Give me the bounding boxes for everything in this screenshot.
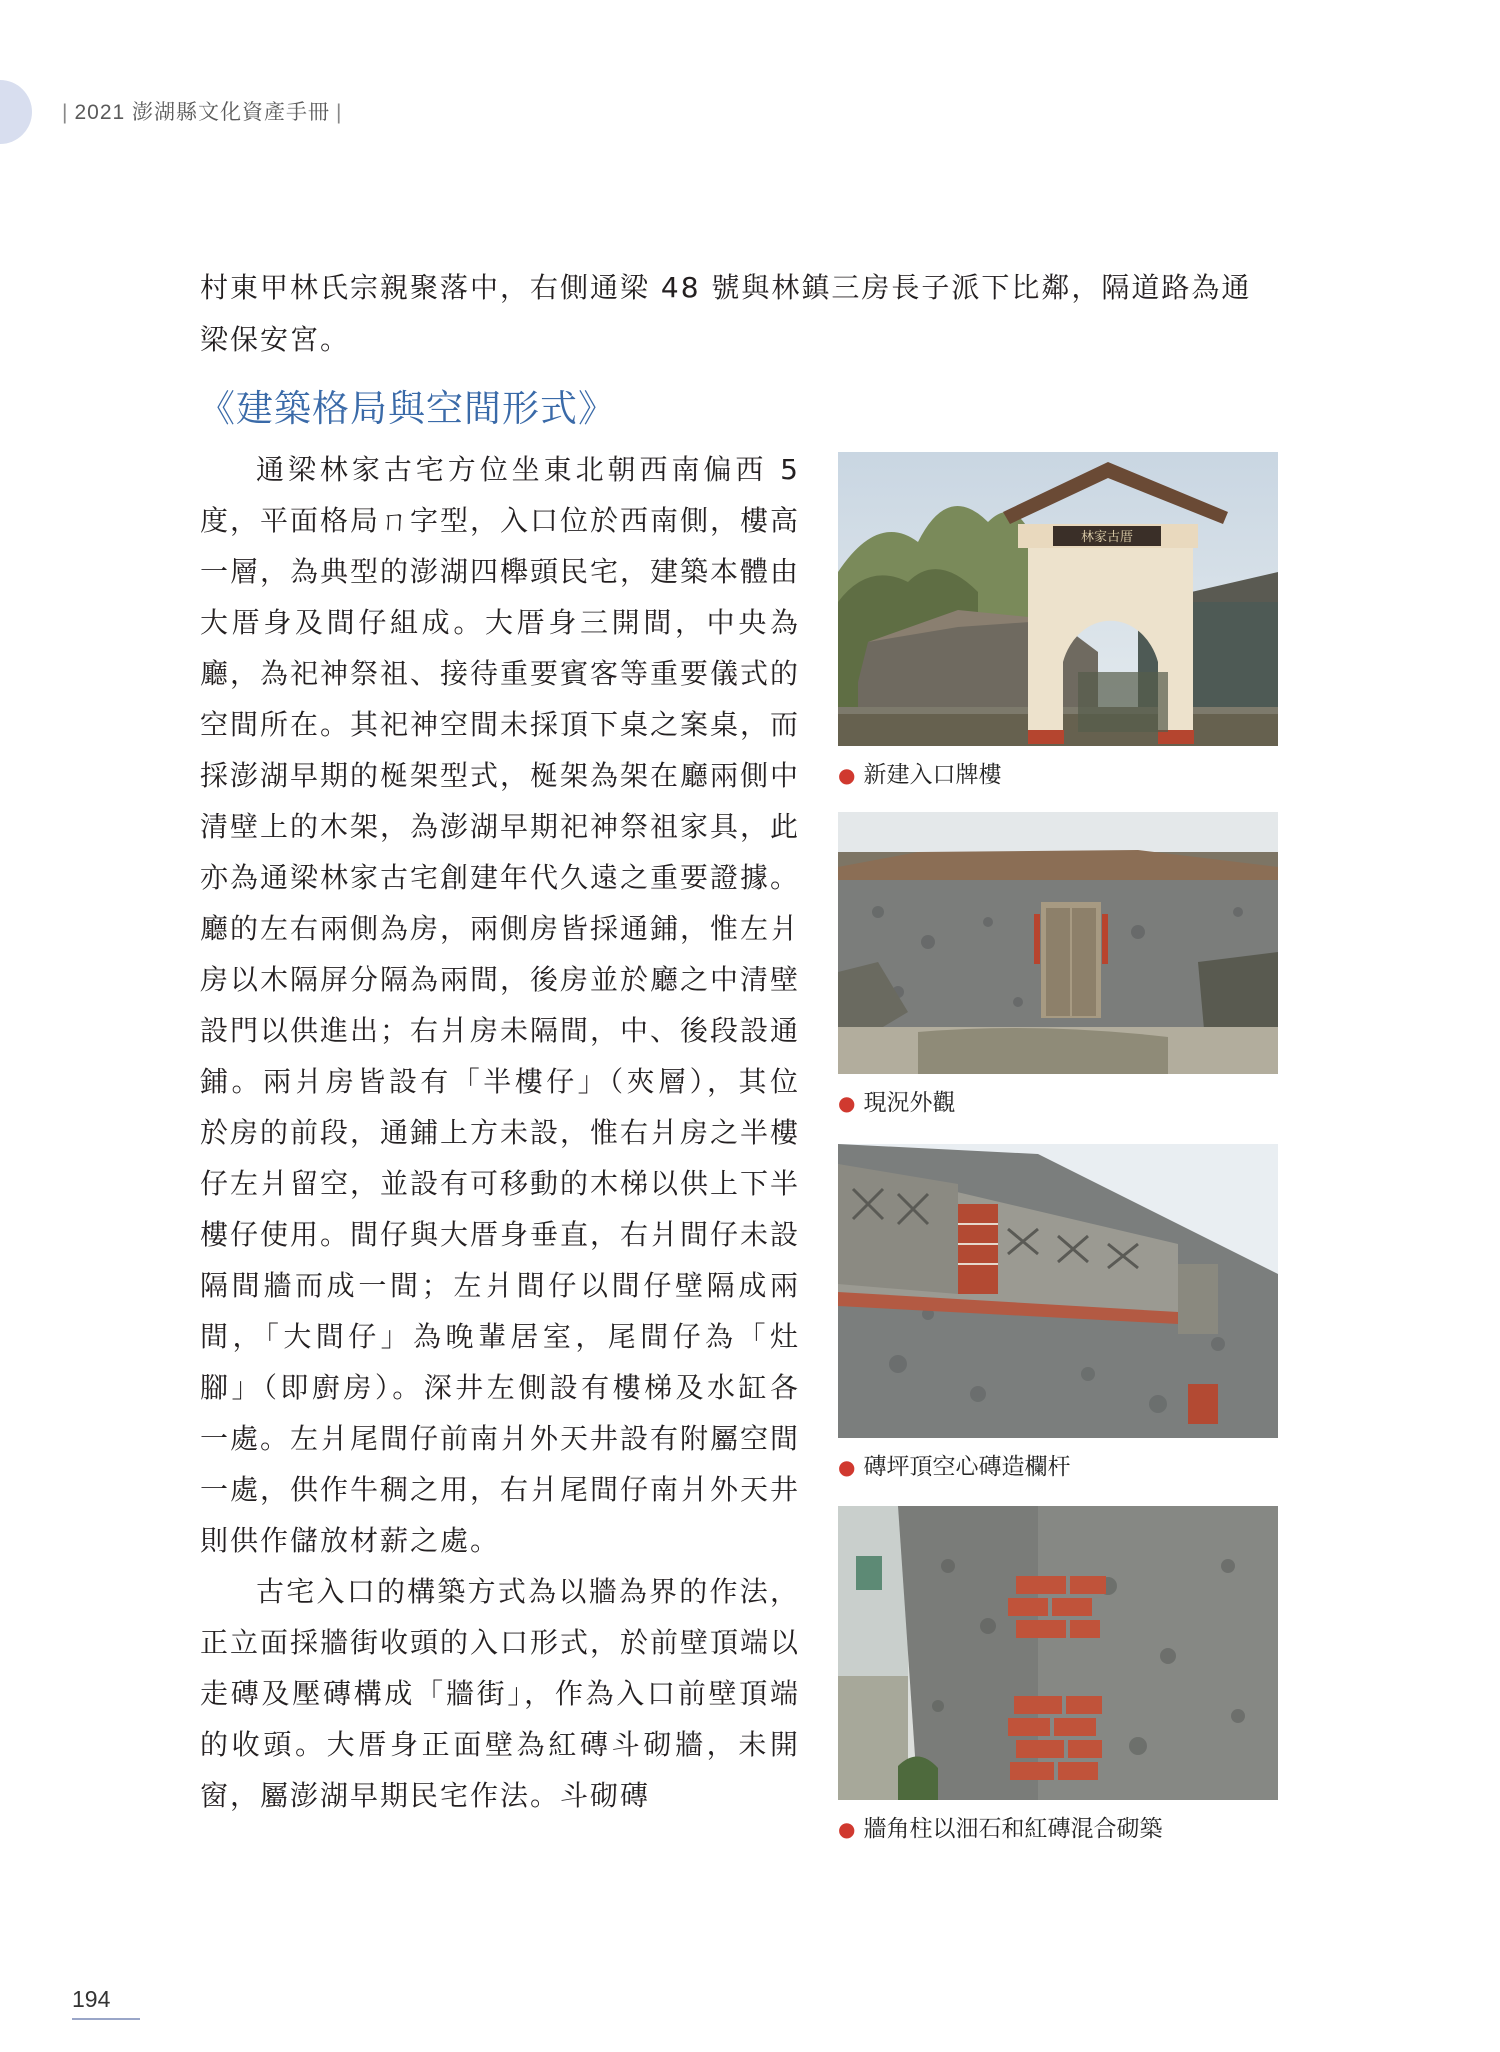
figure-caption — [838, 1810, 1278, 1843]
figure-entrance-archway — [838, 452, 1278, 789]
body-text-column — [200, 444, 800, 1821]
figure-caption — [838, 756, 1278, 789]
caption-text: 磚坪頂空心磚造欄杆 — [863, 1454, 1071, 1480]
figure-corner-pillar — [838, 1506, 1278, 1843]
bullet-icon: ● — [838, 763, 856, 787]
bullet-icon: ● — [838, 1817, 856, 1841]
figure-caption — [838, 1084, 1278, 1117]
bullet-icon: ● — [838, 1455, 856, 1479]
caption-text: 現況外觀 — [863, 1090, 956, 1116]
corner-tab-decoration — [0, 80, 32, 144]
running-title: 2021 澎湖縣文化資產手冊 — [74, 101, 331, 124]
running-header — [56, 96, 349, 126]
figure-current-exterior — [838, 812, 1278, 1117]
page-number: 194 — [72, 1986, 111, 2012]
section-heading: 《建築格局與空間形式》 — [198, 387, 616, 430]
intro-paragraph: 村東甲林氏宗親聚落中，右側通梁 48 號與林鎮三房長子派下比鄰，隔道路為通梁保安宮。 — [200, 271, 1252, 356]
figure-caption — [838, 1448, 1278, 1481]
caption-text: 牆角柱以沺石和紅磚混合砌築 — [863, 1816, 1163, 1842]
body-paragraph: 古宅入口的構築方式為以牆為界的作法，正立面採牆街收頭的入口形式，於前壁頂端以走磚及壓磚構成「牆街」，作為入口前壁頂端的收頭。大厝身正面壁為紅磚斗砌牆，未開窗，屬澎湖早期民宅作法。斗砌磚 — [200, 1575, 801, 1812]
photo-corner-pillar — [838, 1506, 1278, 1800]
body-paragraph: 通梁林家古宅方位坐東北朝西南偏西 5 度，平面格局ㄇ字型，入口位於西南側，樓高一層，為典型的澎湖四櫸頭民宅，建築本體由大厝身及間仔組成。大厝身三開間，中央為廳，為祀神祭祖、接待重要賓客等重要儀式的空間所在。其祀神空間未採頂下桌之案桌，而採澎湖早期的梴架型式，梴架為架在廳兩側中清壁上的木架，為澎湖早期祀神祭祖家具，此亦為通梁林家古宅創建年代久遠之重要證據。廳的左右兩側為房，兩側房皆採通鋪，惟左爿房以木隔屏分隔為兩間，後房並於廳之中清壁設門以供進出；右爿房未隔間，中、後段設通鋪。兩爿房皆設有「半樓仔」（夾層），其位於房的前段，通鋪上方未設，惟右爿房之半樓仔左爿留空，並設有可移動的木梯以供上下半樓仔使用。間仔與大厝身垂直，右爿間仔未設隔間牆而成一間；左爿間仔以間仔壁隔成兩間，「大間仔」為晚輩居室，尾間仔為「灶腳」（即廚房）。深井左側設有樓梯及水缸各一處。左爿尾間仔前南爿外天井設有附屬空間一處，供作牛稠之用，右爿尾間仔南爿外天井則供作儲放材薪之處。 — [200, 453, 801, 1557]
header-divider: | — [62, 101, 69, 124]
page-number-rule — [72, 2018, 140, 2020]
caption-text: 新建入口牌樓 — [863, 762, 1002, 788]
archway-sign-text: 林家古厝 — [1080, 530, 1134, 545]
photo-entrance-archway — [838, 452, 1278, 746]
bullet-icon: ● — [838, 1091, 856, 1115]
photo-brick-balustrade — [838, 1144, 1278, 1438]
photo-current-exterior — [838, 812, 1278, 1074]
header-divider: | — [336, 101, 343, 124]
figure-brick-balustrade — [838, 1144, 1278, 1481]
